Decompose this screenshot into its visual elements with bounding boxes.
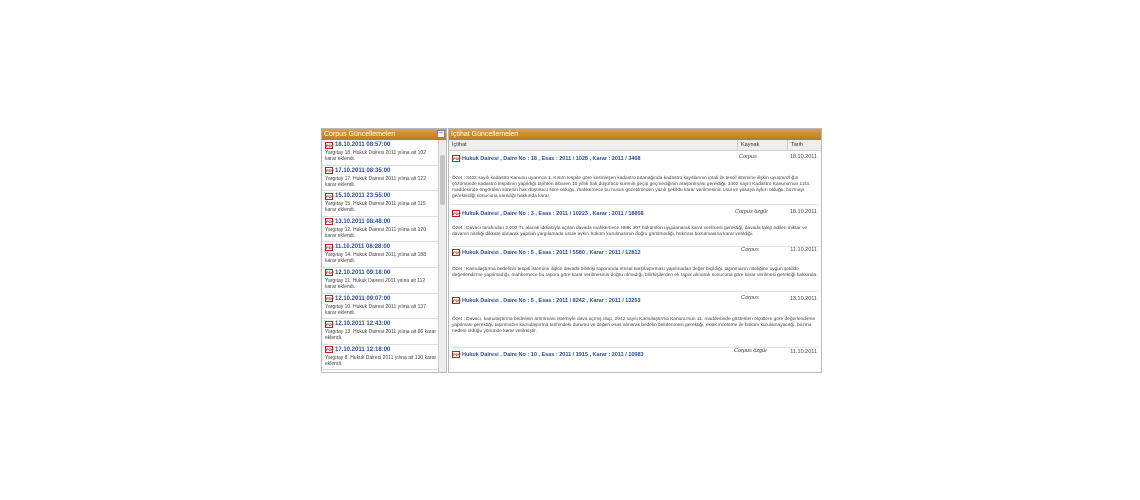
vertical-scrollbar[interactable] — [438, 140, 446, 372]
corpus-updates-header — [322, 129, 446, 140]
pdf-icon: PDF — [326, 296, 334, 302]
entry-summary: Özet : Kamulaştırma bedelinin tespiti istemine ilişkin davada bilirkişi raporunda emsal karşılaştırması yapılmadan değer biçildiği, taşınmazın niteliğine uygun şekilde değerlendirme yapılmadığı, mahkemece bu rapora göre karar verilmesinin doğru olmadığı, bilirkişilerden ek rapor alınarak sonucuna göre karar verilmesi gerektiği hakkında. — [452, 267, 818, 278]
list-item[interactable] — [322, 319, 438, 345]
list-item[interactable] — [322, 166, 438, 192]
pdf-icon: PDF — [453, 352, 461, 357]
corpus-updates-title: Corpus Güncellemeleri — [324, 131, 396, 138]
pdf-icon: PDF — [326, 270, 334, 276]
column-headers — [449, 140, 821, 151]
item-text: Yargıtay 17. Hukuk Dairesi 2011 yılına ait 122 karar eklendi. — [325, 175, 426, 188]
table-row[interactable] — [449, 292, 821, 346]
entry-summary: Özet : Davacı, kamulaştırma bedelinin artırılması istemiyle dava açmış olup, 2942 sayılı Kamulaştırma Kanunu'nun 11. maddesinde gösterilen ölçütlere göre değerlendirme yapılması gerektiği, taşınmazın kamulaştırma tarihindeki durumu ve değeri esas alınarak bedelin belirlenmesi gerektiği, eksik inceleme ile hüküm kurulamayacağı, bozma nedeni olduğu yönünde karar verilmiştir. — [452, 317, 816, 334]
list-item[interactable] — [322, 294, 438, 320]
item-text: Yargıtay 14. Hukuk Dairesi 2011 yılına ait 188 karar eklendi. — [325, 252, 426, 265]
entry-source: Corpus — [741, 295, 759, 301]
list-item[interactable] — [322, 140, 438, 166]
column-divider — [737, 140, 738, 150]
entry-source: Corpus özgür — [734, 348, 768, 354]
item-text: Yargıtay 11. Hukuk Dairesi 2011 yılına ait 112 karar eklendi. — [325, 277, 426, 290]
item-text: Yargıtay 13. Hukuk Dairesi 2011 yılına ait 96 karar eklendi. — [325, 329, 436, 342]
entry-source: Corpus — [739, 154, 757, 160]
column-header-ictihat[interactable]: İçtihat — [452, 142, 467, 148]
pdf-icon: PDF — [326, 347, 334, 353]
pdf-icon: PDF — [326, 142, 334, 148]
row-divider — [451, 204, 819, 205]
item-text: Yargıtay 15. Hukuk Dairesi 2011 yılına ait 115 karar eklendi. — [325, 201, 426, 214]
item-date[interactable]: 18.10.2011 08:57:00 — [335, 142, 391, 148]
scrollbar-thumb[interactable] — [440, 155, 445, 205]
pdf-icon: PDF — [326, 244, 334, 250]
case-link[interactable]: Hukuk Dairesi , Daire No : 5 , Esas : 2011 / 5580 , Karar : 2011 / 12812 — [462, 249, 641, 256]
list-item[interactable] — [322, 217, 438, 243]
table-row[interactable] — [449, 348, 821, 368]
corpus-updates-panel — [321, 128, 447, 373]
pdf-icon: PDF — [326, 219, 334, 225]
entry-date: 11.10.2011 — [790, 247, 817, 253]
item-date[interactable]: 11.10.2011 08:28:00 — [335, 244, 391, 251]
collapse-icon[interactable]: − — [438, 130, 444, 137]
column-header-kaynak[interactable]: Kaynak — [741, 142, 760, 148]
case-link[interactable]: Hukuk Dairesi , Daire No : 18 , Esas : 2011 / 1028 , Karar : 2011 / 3468 — [462, 155, 641, 162]
list-item[interactable] — [322, 268, 438, 294]
item-text: Yargıtay 18. Hukuk Dairesi 2011 yılına ait 102 karar eklendi. — [325, 150, 426, 162]
item-date[interactable]: 17.10.2011 08:35:00 — [335, 167, 391, 174]
table-row[interactable] — [449, 207, 821, 245]
entry-date: 11.10.2011 — [790, 349, 817, 355]
list-item[interactable] — [322, 242, 438, 268]
item-date[interactable]: 12.10.2011 09:18:00 — [335, 269, 391, 276]
item-text: Yargıtay 12. Hukuk Dairesi 2011 yılına ait 120 karar eklendi. — [325, 226, 426, 239]
pdf-icon: PDF — [453, 156, 461, 161]
list-item[interactable] — [322, 191, 438, 217]
case-link[interactable]: Hukuk Dairesi , Daire No : 3 , Esas : 2011 / 10223 , Karar : 2011 / 18858 — [462, 210, 644, 217]
case-law-updates-panel — [448, 128, 822, 373]
entry-summary: Özet : Davacı tarafından 2.000 TL alacak iddiasıyla açılan davada mahkemece HMK 307 hükümleri uygulanarak karar verilmesi gerektiği, davada talep edilen miktar ve davanın niteliği dikkate alınarak yapılan yargılamada usule aykırı hüküm kurulmasının doğru görülmediği, hükmün bozulmasına karar verildiği. — [452, 226, 808, 237]
list-item[interactable] — [322, 345, 438, 371]
entry-source: Corpus — [741, 247, 759, 253]
pdf-icon: PDF — [453, 211, 461, 216]
case-link[interactable]: Hukuk Dairesi , Daire No : 5 , Esas : 2011 / 8242 , Karar : 2011 / 13253 — [462, 297, 641, 304]
entry-summary: Özet : 3402 sayılı kadastro Kanunu uyarınca 1. Kısım tespite göre kesinleşen kadastro tutanağında kadastro kayıtlarının iptali ile tescil istemine ilişkin uyuşmazlığın çözümünde kadastro tespitinin yapıldığı tarihten itibaren 10 yıllık hak düşürücü sürenin geçip geçmediğinin araştırılması gerektiği, 3402 sayılı Kadastro Kanunu'nun 12/3. maddesinde öngörülen sürenin hak düşürücü süre olduğu, mahkemece bu husus gözetilmeden yazılı şekilde karar verilmesinin usul ve yasaya aykırı olduğu, bozmayı gerektirdiği sonucuna varıldığı hakkında karar. — [452, 176, 811, 199]
pdf-icon: PDF — [326, 168, 334, 174]
case-law-list — [449, 151, 821, 372]
item-date[interactable]: 15.10.2011 23:55:00 — [335, 193, 391, 200]
pdf-icon: PDF — [453, 298, 461, 303]
item-text: Yargıtay 10. Hukuk Dairesi 2011 yılına ait 137 karar eklendi. — [325, 303, 426, 316]
entry-date: 18.10.2011 — [789, 209, 817, 215]
pdf-icon: PDF — [453, 250, 461, 255]
item-text: Yargıtay 8. Hukuk Dairesi 2011 yılına ait 130 karar eklendi. — [325, 354, 436, 367]
entry-date: 13.10.2011 — [789, 296, 817, 302]
item-date[interactable]: 12.10.2011 09:07:00 — [335, 295, 391, 302]
entry-date: 18.10.2011 — [789, 154, 817, 160]
case-link[interactable]: Hukuk Dairesi , Daire No : 10 , Esas : 2011 / 1915 , Karar : 2011 / 10983 — [462, 351, 644, 358]
pdf-icon: PDF — [326, 321, 334, 327]
table-row[interactable] — [449, 247, 821, 289]
case-law-updates-title: İçtihat Güncellemeleri — [451, 131, 519, 138]
corpus-updates-list — [322, 140, 438, 372]
column-divider — [787, 140, 788, 150]
item-date[interactable]: 17.10.2011 12:18:00 — [335, 346, 391, 353]
pdf-icon: PDF — [326, 193, 334, 199]
table-row[interactable] — [449, 151, 821, 203]
entry-source: Corpus özgür — [735, 209, 769, 215]
column-header-tarih[interactable]: Tarih — [791, 142, 803, 148]
item-date[interactable]: 13.10.2011 08:48:00 — [335, 218, 391, 225]
item-date[interactable]: 12.10.2011 12:43:00 — [335, 321, 391, 328]
case-law-updates-header — [449, 129, 821, 140]
